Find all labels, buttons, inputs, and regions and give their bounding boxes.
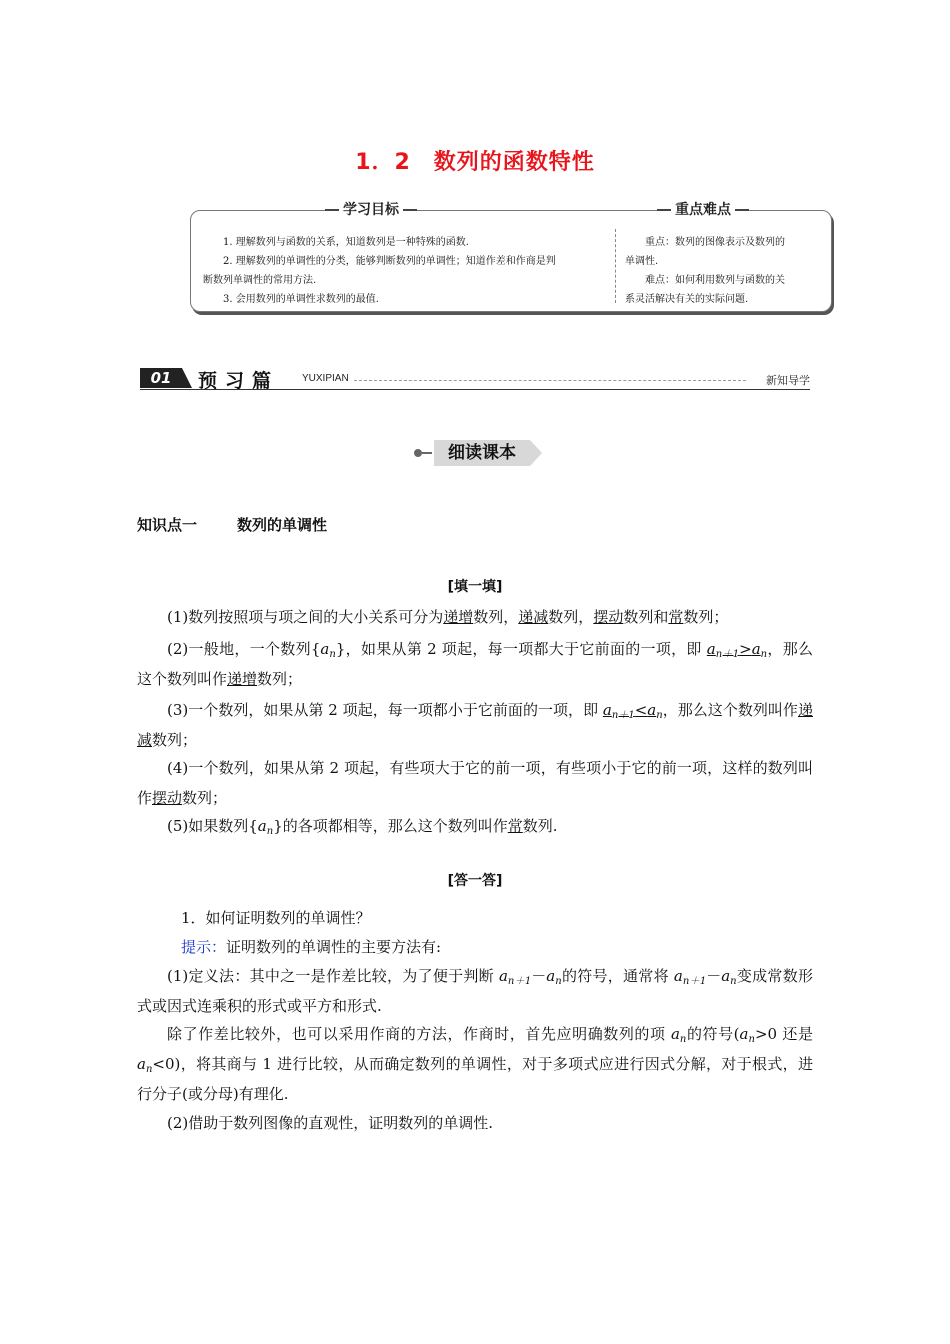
section-header [140, 366, 810, 390]
fill-header: [填一填] [447, 579, 503, 595]
objective-line: 2. 理解数列的单调性的分类，能够判断数列的单调性；知道作差和作商是判 [223, 256, 556, 267]
knowledge-point-title: 数列的单调性 [237, 516, 328, 534]
objective-line: 1. 理解数列与函数的关系，知道数列是一种特殊的函数. [223, 237, 469, 248]
fill-paragraph-3: (3)一个数列，如果从第 2 项起，每一项都小于它前面的一项，即 $a_{n+1}<a_n$，那么这个数列叫作递减数列； [137, 701, 813, 749]
section-number: 01 [140, 368, 182, 388]
key-point-line: 单调性. [625, 256, 659, 267]
method-quotient: 除了作差比较外，也可以采用作商的方法，作商时，首先应明确数列的项 $a_n$的符号($a_n>0$ 还是 $a_n<0$)，将其商与 1 进行比较，从而确定数列的单调性，对于多项式应进行因式分解，对于根式，进行分子(或分母)有理化. [137, 1025, 813, 1103]
section-english: YUXIPIAN [302, 373, 349, 384]
section-underline [140, 389, 810, 390]
key-points-list [625, 233, 821, 309]
bullet-dot-icon [414, 449, 422, 457]
objectives-tab-label: 学习目标 [331, 199, 411, 221]
fill-paragraph-5: (5)如果数列$\{a_n\}$的各项都相等，那么这个数列叫作常数列. [167, 817, 558, 837]
method-definition: (1)定义法：其中之一是作差比较，为了便于判断 $a_{n+1}-a_n$的符号，通常将 $a_{n+1}-a_n$变成常数形式或因式连乘积的形式或平方和形式. [137, 967, 813, 1015]
page-title: 1．2 数列的函数特性 [355, 150, 595, 175]
section-tag: 新知导学 [766, 374, 810, 387]
hint-line: 提示：证明数列的单调性的主要方法有: [181, 938, 442, 956]
badge-label: 细读课本 [434, 440, 530, 466]
knowledge-point-heading [137, 514, 327, 535]
objective-line: 3. 会用数列的单调性求数列的最值. [223, 294, 379, 305]
objectives-divider [615, 229, 616, 303]
hint-label: 提示： [181, 938, 227, 956]
section-title: 预习篇 [198, 370, 280, 392]
objectives-box [190, 202, 832, 312]
key-point-line: 系灵活解决有关的实际问题. [625, 294, 749, 305]
key-point-line: 难点：如何利用数列与函数的关 [645, 275, 785, 286]
bullet-dash [422, 452, 432, 454]
fill-paragraph-4: (4)一个数列，如果从第 2 项起，有些项大于它的前一项，有些项小于它的前一项，这样的数列叫作摆动数列； [137, 759, 813, 807]
key-points-tab-label: 重点难点 [663, 199, 743, 221]
fill-paragraph-2: (2)一般地，一个数列$\{a_n\}$，如果从第 2 项起，每一项都大于它前面的一项，即 $a_{n+1}>a_n$，那么这个数列叫作递增数列； [137, 640, 813, 688]
answer-header: [答一答] [447, 873, 503, 889]
objective-line: 断数列单调性的常用方法. [203, 275, 317, 286]
question-1: 1．如何证明数列的单调性？ [181, 909, 371, 927]
method-graph: (2)借助于数列图像的直观性，证明数列的单调性. [167, 1114, 494, 1132]
fill-paragraph-1: (1)数列按照项与项之间的大小关系可分为递增数列，递减数列，摆动数列和常数列； [167, 608, 729, 626]
objectives-list [203, 233, 613, 309]
knowledge-point-label: 知识点一 [137, 516, 198, 534]
key-point-line: 重点：数列的图像表示及数列的 [645, 237, 785, 248]
section-dashed-line [354, 380, 746, 381]
